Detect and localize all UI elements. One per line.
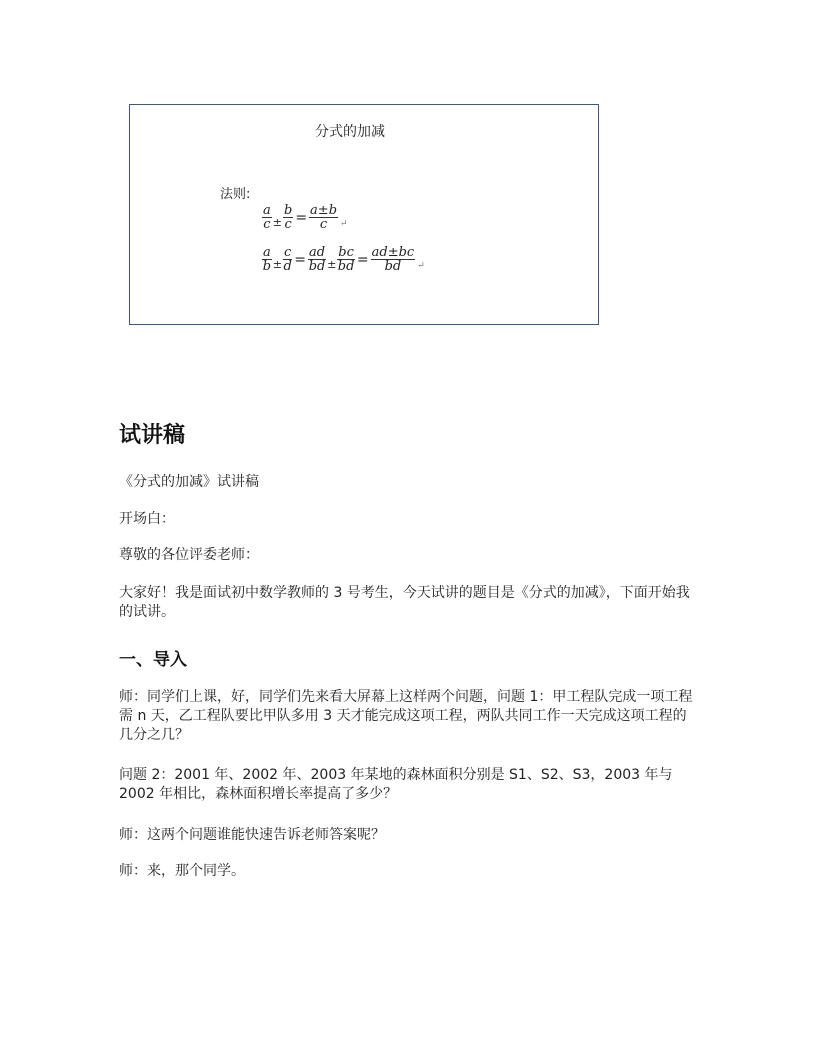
fraction-a-over-c [262, 204, 272, 232]
teacher-paragraph-3: 师：来，那个同学。 [119, 863, 245, 879]
fraction-ad-over-bd [308, 246, 326, 274]
paragraph-mark-icon: ↵ [340, 219, 348, 229]
denominator: c [284, 217, 292, 232]
problem-2-paragraph: 问题 2：2001 年、2002 年、2003 年某地的森林面积分别是 S1、S2、S3，2003 年与 2002 年相比，森林面积增长率提高了多少？ [119, 767, 673, 802]
fraction-b-over-c [283, 204, 293, 232]
section-heading-intro: 一、导入 [119, 650, 187, 670]
denominator: d [283, 259, 292, 274]
numerator: ad±bc [371, 245, 415, 260]
equals-sign: = [294, 252, 306, 268]
numerator: a [263, 245, 271, 260]
plus-minus-operator: ± [272, 257, 282, 271]
greeting: 尊敬的各位评委老师： [119, 547, 259, 563]
denominator: c [319, 217, 328, 232]
fraction-bc-over-bd [337, 246, 355, 274]
denominator: c [263, 217, 271, 232]
equals-sign: = [295, 210, 308, 226]
document-title: 试讲稿 [119, 423, 186, 448]
formula-same-denominator [262, 204, 348, 232]
rule-label: 法则: [220, 187, 251, 202]
fraction-a-over-b [262, 246, 272, 274]
plus-minus-operator: ± [272, 215, 282, 229]
lecture-subtitle: 《分式的加减》试讲稿 [119, 474, 259, 490]
equals-sign: = [356, 252, 369, 268]
denominator: b [262, 259, 272, 274]
fraction-result [371, 246, 416, 274]
numerator: bc [338, 245, 354, 260]
paragraph-mark-icon: ↵ [417, 261, 425, 271]
numerator: a [263, 203, 271, 218]
numerator: a±b [310, 203, 338, 218]
intro-paragraph: 大家好！我是面试初中数学教师的 3 号考生，今天试讲的题目是《分式的加减》，下面开始我的试讲。 [119, 585, 690, 620]
denominator: bd [308, 259, 326, 274]
teacher-paragraph-2: 师：这两个问题谁能快速告诉老师答案呢？ [119, 827, 385, 843]
numerator: b [283, 203, 293, 218]
fraction-c-over-d [283, 246, 292, 274]
numerator: c [283, 245, 292, 260]
fraction-result [309, 204, 338, 232]
denominator: bd [384, 259, 402, 274]
opening-label: 开场白： [119, 511, 175, 527]
board-title: 分式的加减 [315, 124, 385, 140]
formula-different-denominator [262, 246, 425, 274]
denominator: bd [337, 259, 355, 274]
numerator: ad [309, 245, 326, 260]
plus-minus-operator: ± [327, 257, 337, 271]
teacher-paragraph-1: 师：同学们上课，好，同学们先来看大屏幕上这样两个问题，问题 1：甲工程队完成一项工程需 n 天，乙工程队要比甲队多用 3 天才能完成这项工程，两队共同工作一天完成这项工程的几分之几？ [119, 689, 693, 743]
board-design-box [129, 104, 599, 325]
